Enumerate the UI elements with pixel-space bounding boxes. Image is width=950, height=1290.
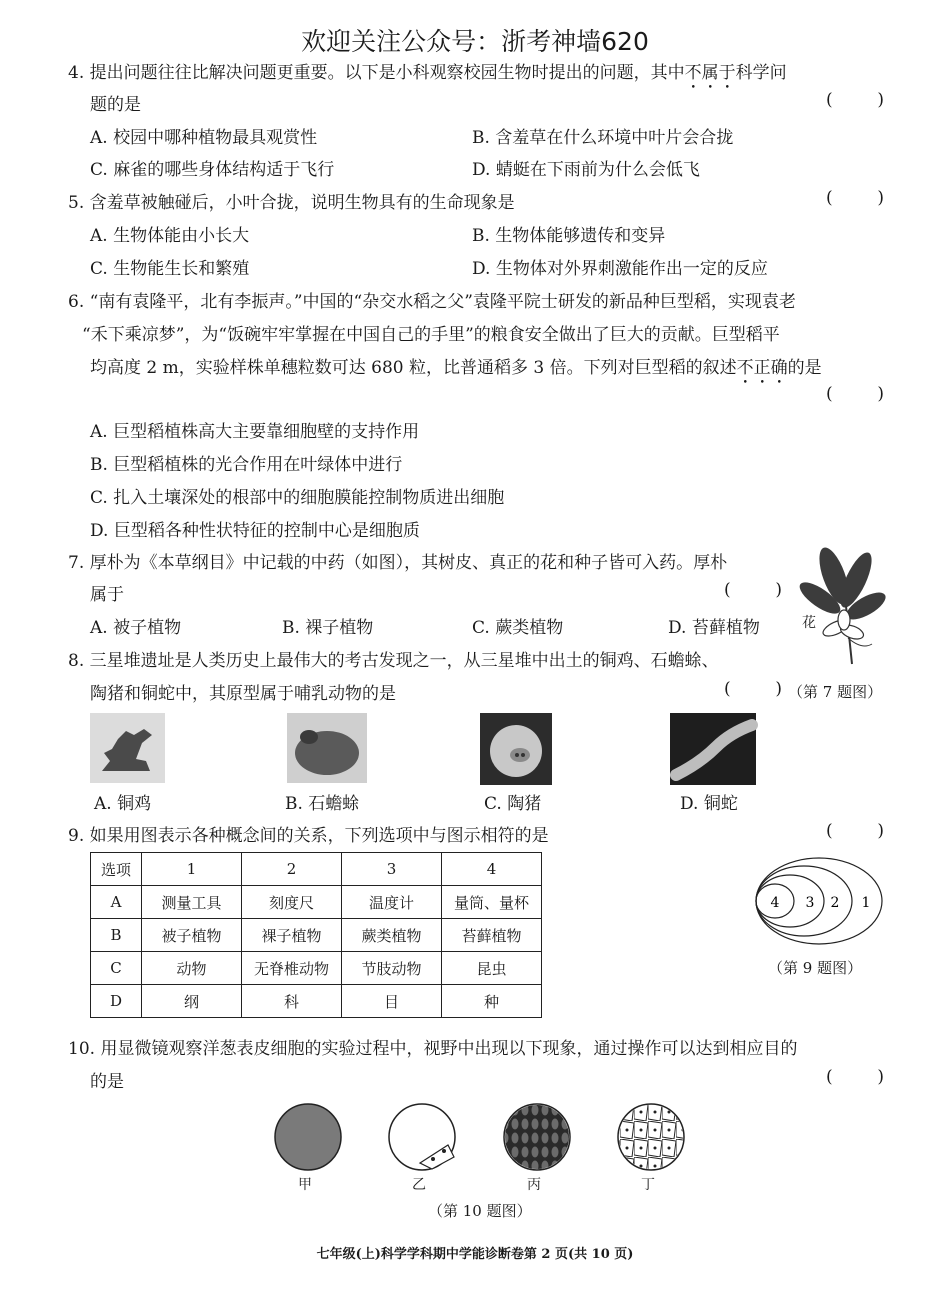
q9-cell: 节肢动物: [342, 952, 442, 985]
q10-label-ding: 丁: [641, 1177, 655, 1193]
q6-option-d: D. 巨型稻各种性状特征的控制中心是细胞质: [90, 521, 420, 541]
q8-option-b: B. 石蟾蜍: [285, 794, 360, 814]
q9-header-cell: 3: [342, 853, 442, 886]
rooster-shape: [90, 713, 165, 783]
q4-option-d: D. 蜻蜓在下雨前为什么会低飞: [472, 160, 700, 180]
q10-label-yi: 乙: [412, 1177, 426, 1193]
q9-cell: 动物: [142, 952, 242, 985]
q9-cell: 刻度尺: [242, 886, 342, 919]
toad-shape: [287, 713, 367, 783]
snake-shape: [670, 713, 756, 785]
q9-header-cell: 1: [142, 853, 242, 886]
q9-cell: 测量工具: [142, 886, 242, 919]
q10-label-bing: 丙: [527, 1177, 541, 1193]
q9-cell: A: [91, 886, 142, 919]
q5-option-b: B. 生物体能够遗传和变异: [472, 226, 666, 246]
q8-image-bronze-rooster: [90, 713, 165, 783]
q4-option-a: A. 校园中哪种植物最具观赏性: [90, 128, 318, 148]
q7-option-d: D. 苔藓植物: [668, 618, 760, 638]
table-row: [91, 886, 542, 919]
q10-microscope-views: [270, 1103, 700, 1175]
q6-option-c: C. 扎入土壤深处的根部中的细胞膜能控制物质进出细胞: [90, 488, 505, 508]
q8-option-a: A. 铜鸡: [94, 794, 152, 814]
q8-image-stone-toad: [287, 713, 367, 783]
q9-diagram-label: 3: [805, 895, 815, 911]
q9-cell: 苔藓植物: [442, 919, 542, 952]
q8-option-d: D. 铜蛇: [680, 794, 738, 814]
q6-emphasis: 不正确: [736, 358, 788, 378]
table-row: [91, 952, 542, 985]
view-ding-clear-cells: [615, 1103, 690, 1173]
q10-stem-line1: 10. 用显微镜观察洋葱表皮细胞的实验过程中，视野中出现以下现象，通过操作可以达到相应目的: [68, 1039, 798, 1059]
q5-option-c: C. 生物能生长和繁殖: [90, 259, 250, 279]
q9-cell: 科: [242, 985, 342, 1018]
q9-cell: C: [91, 952, 142, 985]
q7-option-a: A. 被子植物: [90, 618, 182, 638]
q9-cell: 被子植物: [142, 919, 242, 952]
q7-option-b: B. 裸子植物: [282, 618, 374, 638]
q8-stem-line2: 陶猪和铜蛇中，其原型属于哺乳动物的是: [90, 684, 396, 704]
q7-option-c: C. 蕨类植物: [472, 618, 564, 638]
q6-stem-line3: 均高度 2 m，实验样株单穗粒数可达 680 粒，比普通稻多 3 倍。下列对巨型稻的叙述不正确的是: [90, 358, 822, 378]
q6-option-a: A. 巨型稻植株高大主要靠细胞壁的支持作用: [90, 422, 420, 442]
q4-option-c: C. 麻雀的哪些身体结构适于飞行: [90, 160, 335, 180]
q6-option-b: B. 巨型稻植株的光合作用在叶绿体中进行: [90, 455, 403, 475]
q8-image-pottery-pig: [480, 713, 552, 785]
q9-diagram-label: 1: [861, 895, 871, 911]
q4-stem-line2: 题的是: [90, 95, 141, 115]
q9-cell: 昆虫: [442, 952, 542, 985]
q9-diagram-label: 2: [830, 895, 840, 911]
table-row: [91, 919, 542, 952]
pig-shape: [480, 713, 552, 785]
q10-label-jia: 甲: [298, 1177, 312, 1193]
q9-cell: 目: [342, 985, 442, 1018]
q7-stem-line2: 属于: [90, 585, 124, 605]
q9-cell: 无脊椎动物: [242, 952, 342, 985]
q9-table: [90, 852, 542, 1018]
q9-stem: 9. 如果用图表示各种概念间的关系，下列选项中与图示相符的是: [68, 826, 549, 846]
q8-image-bronze-snake: [670, 713, 756, 785]
q9-cell: D: [91, 985, 142, 1018]
q9-header-cell: 选项: [91, 853, 142, 886]
q7-flower-label: 花: [802, 615, 816, 631]
q4-emphasis: 不属于: [684, 63, 736, 83]
q9-cell: 裸子植物: [242, 919, 342, 952]
q6-stem-line1: 6. “南有袁隆平，北有李振声。”中国的“杂交水稻之父”袁隆平院士研发的新品种巨型稻，实现袁老: [68, 292, 796, 312]
q8-option-c: C. 陶猪: [484, 794, 542, 814]
q10-stem-line2: 的是: [90, 1072, 124, 1092]
q9-header-cell: 4: [442, 853, 542, 886]
view-jia-dark-field: [275, 1104, 341, 1170]
table-row: [91, 985, 542, 1018]
q9-table-header: [91, 853, 542, 886]
q9-cell: 蕨类植物: [342, 919, 442, 952]
q10-caption: （第 10 题图）: [428, 1202, 532, 1220]
q9-caption: （第 9 题图）: [768, 959, 863, 977]
q9-cell: 温度计: [342, 886, 442, 919]
page-banner: 欢迎关注公众号：浙考神墙620: [301, 27, 649, 56]
q9-header-cell: 2: [242, 853, 342, 886]
q6-stem-line2: “禾下乘凉梦”，为“饭碗牢牢掌握在中国自己的手里”的粮食安全做出了巨大的贡献。巨型稻平: [82, 325, 780, 345]
q9-cell: 种: [442, 985, 542, 1018]
q9-cell: 纲: [142, 985, 242, 1018]
page-footer: 七年级(上)科学学科期中学能诊断卷第 2 页(共 10 页): [316, 1247, 634, 1262]
q8-stem-line1: 8. 三星堆遗址是人类历史上最伟大的考古发现之一，从三星堆中出土的铜鸡、石蟾蜍、: [68, 651, 719, 671]
q5-option-d: D. 生物体对外界刺激能作出一定的反应: [472, 259, 768, 279]
q4-option-b: B. 含羞草在什么环境中叶片会合拢: [472, 128, 734, 148]
q7-caption: （第 7 题图）: [788, 683, 883, 701]
q5-stem: 5. 含羞草被触碰后，小叶合拢，说明生物具有的生命现象是: [68, 193, 515, 213]
q9-diagram-label: 4: [770, 895, 780, 911]
q5-option-a: A. 生物体能由小长大: [90, 226, 250, 246]
q9-nested-ellipses-diagram: [754, 856, 884, 951]
q9-cell: 量筒、量杯: [442, 886, 542, 919]
q7-stem-line1: 7. 厚朴为《本草纲目》中记载的中药（如图），其树皮、真正的花和种子皆可入药。厚朴: [68, 553, 728, 573]
q7-magnolia-illustration: [796, 546, 880, 666]
q4-stem-line1: 4. 提出问题往往比解决问题更重要。以下是小科观察校园生物时提出的问题，其中不属于科学问: [68, 63, 787, 83]
view-bing-blurry-cells: [500, 1103, 575, 1173]
q9-cell: B: [91, 919, 142, 952]
